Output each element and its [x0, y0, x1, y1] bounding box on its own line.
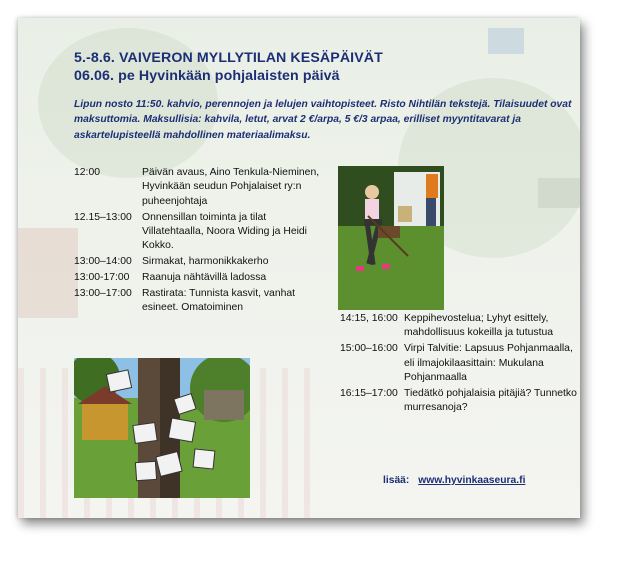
- schedule-desc: Päivän avaus, Aino Tenkula-Nieminen, Hyvinkään seudun Pohjalaiset ry:n puheenjohtaja: [142, 167, 320, 207]
- schedule-time: 14:15, 16:00: [340, 313, 398, 324]
- schedule-desc: Rastirata: Tunnista kasvit, vanhat esineet. Omatoiminen: [142, 287, 296, 314]
- schedule-desc: Sirmakat, harmonikkakerho: [142, 256, 269, 268]
- schedule-row: [340, 312, 580, 341]
- background-house: [18, 228, 78, 318]
- website-link[interactable]: www.hyvinkaaseura.fi: [418, 475, 526, 486]
- event-title: 5.-8.6. VAIVERON MYLLYTILAN KESÄPÄIVÄT: [74, 50, 383, 66]
- schedule-desc: Raanuja nähtävillä ladossa: [142, 272, 267, 284]
- schedule-row: [74, 211, 324, 254]
- schedule-desc: Keppihevostelua; Lyhyt esittely, mahdollisuus kokeilla ja tutustua: [404, 313, 554, 339]
- schedule-row: [340, 342, 580, 385]
- schedule-time: 12:00: [74, 167, 101, 178]
- schedule-time: 13:00–17:00: [74, 287, 132, 299]
- photo-hobbyhorse-illustration: [338, 166, 444, 310]
- schedule-desc: Tiedätkö pohjalaisia pitäjiä? Tunnetko murresanoja?: [404, 387, 577, 414]
- schedule-row: [340, 387, 580, 416]
- more-info-label: lisää:: [383, 475, 410, 486]
- schedule-time: 13:00–14:00: [74, 256, 132, 268]
- schedule-time: 12.15–13:00: [74, 211, 132, 223]
- schedule-desc: Onnensillan toiminta ja tilat Villatehtaalla, Noora Widing ja Heidi Kokko.: [142, 211, 307, 252]
- event-poster: [18, 18, 580, 518]
- schedule-desc: Virpi Talvitie: Lapsuus Pohjanmaalla, eli ilmajokilaasittain: Mukulana Pohjanmaalla: [404, 343, 573, 384]
- photo-tree-illustration: [74, 358, 250, 498]
- schedule-time: 16:15–17:00: [340, 387, 398, 399]
- photo-hobbyhorse-child: [338, 166, 444, 310]
- schedule-right: [340, 312, 580, 417]
- photo-tree-with-pictures: [74, 358, 250, 498]
- more-info: [383, 475, 525, 486]
- schedule-time: 15:00–16:00: [340, 343, 398, 355]
- background-flag: [488, 28, 524, 54]
- schedule-row: [74, 287, 324, 316]
- schedule-row: [74, 166, 324, 209]
- schedule-row: [74, 255, 324, 269]
- intro-text: Lipun nosto 11:50. kahvio, perennojen ja lelujen vaihtopisteet. Risto Nihtilän tekstejä. Tilaisuudet ovat maksuttomia. Maksullisia: kahvila, letut, arvat 2 €/arpa, 5 €/3 arpaa, erilliset myyntitavarat ja askartelupisteellä mahdollinen materiaalimaksu.: [74, 99, 572, 141]
- background-roof: [538, 178, 580, 208]
- schedule-row: [74, 271, 324, 285]
- event-subtitle: 06.06. pe Hyvinkään pohjalaisten päivä: [74, 68, 340, 84]
- schedule-left: [74, 166, 324, 317]
- schedule-time: 13:00-17:00: [74, 272, 130, 284]
